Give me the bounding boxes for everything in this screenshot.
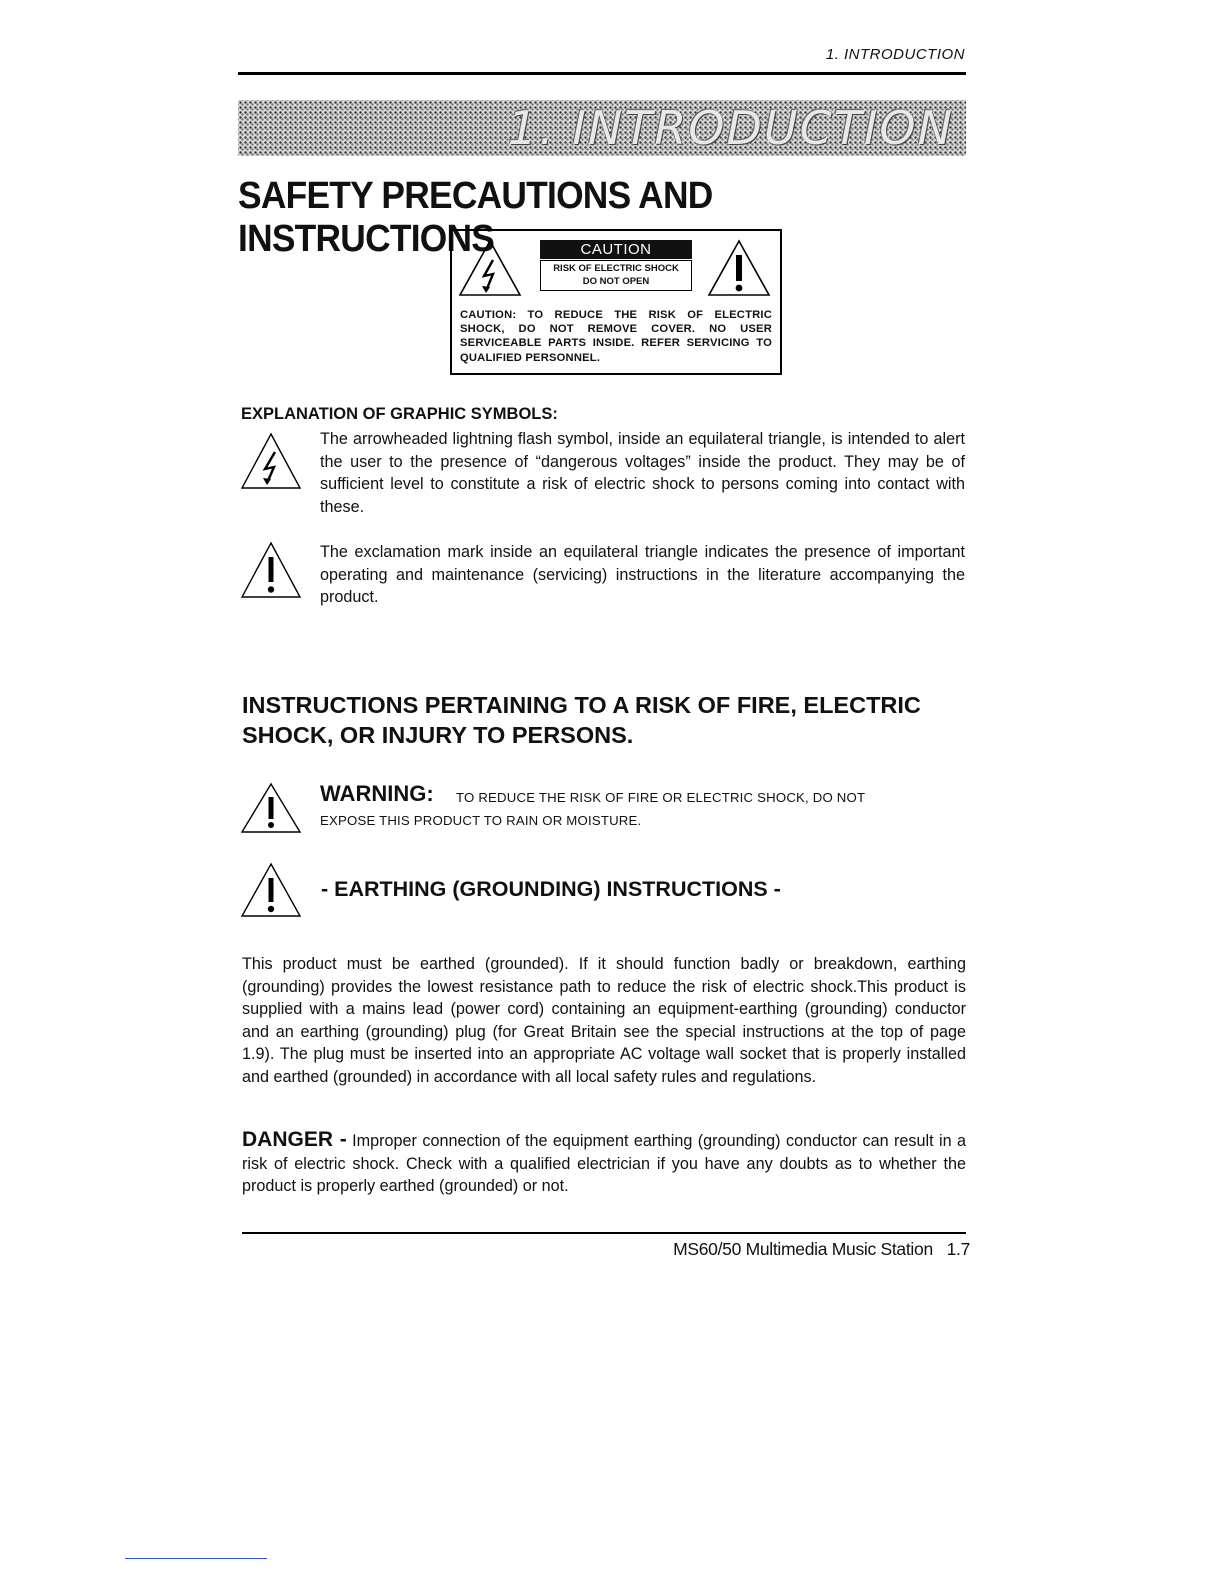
exclamation-triangle-icon [706, 238, 772, 298]
footnote-divider [125, 1558, 267, 1559]
exclamation-triangle-icon [240, 782, 302, 834]
danger-label: DANGER - [242, 1128, 347, 1151]
running-header: 1. INTRODUCTION [825, 46, 965, 63]
page-footer: MS60/50 Multimedia Music Station 1.7 [673, 1239, 970, 1259]
warning-label: WARNING: [320, 781, 434, 806]
warning-text-line-1: TO REDUCE THE RISK OF FIRE OR ELECTRIC SHOCK, DO NOT [456, 790, 866, 805]
caution-label [450, 229, 782, 375]
footer-rule [242, 1232, 966, 1234]
lightning-triangle-icon [457, 238, 523, 298]
warning-text-line-2: EXPOSE THIS PRODUCT TO RAIN OR MOISTURE. [320, 813, 642, 828]
lightning-triangle-icon [240, 432, 302, 490]
page-title: SAFETY PRECAUTIONS AND INSTRUCTIONS [238, 175, 713, 260]
danger-text: Improper connection of the equipment earthing (grounding) conductor can result in a risk of electric shock. Check with a qualified electrician if you have any doubts as to whether the product is properly earthed (grounded) or not. [242, 1132, 966, 1196]
earthing-heading: - EARTHING (GROUNDING) INSTRUCTIONS - [321, 877, 781, 901]
exclamation-symbol-explanation: The exclamation mark inside an equilateral triangle indicates the presence of important operating and maintenance (servicing) instructions in the literature accompanying the product. [320, 543, 965, 607]
exclamation-triangle-icon [240, 862, 302, 918]
graphic-symbols-heading: EXPLANATION OF GRAPHIC SYMBOLS: [241, 405, 558, 423]
fire-shock-heading: INSTRUCTIONS PERTAINING TO A RISK OF FIRE, ELECTRIC SHOCK, OR INJURY TO PERSONS. [242, 692, 921, 748]
caution-subtitle [540, 260, 692, 291]
chapter-banner-title: 1. INTRODUCTION [507, 101, 954, 155]
caution-subtitle-line-1: RISK OF ELECTRIC SHOCK [553, 263, 679, 274]
earthing-body: This product must be earthed (grounded). If it should function badly or breakdown, earthing (grounding) provides the lowest resistance path to reduce the risk of electric shock.This product is supplied with a mains lead (power cord) containing an equipment-earthing (grounding) conductor and an earthing (grounding) plug (for Great Britain see the special instructions at the top of page 1.9). The plug must be inserted into an appropriate AC voltage wall socket that is properly installed and earthed (grounded) in accordance with all local safety rules and regulations. [242, 955, 966, 1086]
header-rule [238, 72, 966, 75]
caution-subtitle-line-2: DO NOT OPEN [582, 276, 650, 287]
danger-paragraph [242, 1129, 966, 1198]
caution-body-text: CAUTION: TO REDUCE THE RISK OF ELECTRIC SHOCK, DO NOT REMOVE COVER. NO USER SERVICEABLE PARTS INSIDE. REFER SERVICING TO QUALIFIED PERSONNEL. [460, 309, 772, 364]
chapter-banner [238, 100, 966, 156]
caution-badge: CAUTION [540, 240, 692, 259]
lightning-symbol-explanation: The arrowheaded lightning flash symbol, inside an equilateral triangle, is intended to alert the user to the presence of “dangerous voltages” inside the product. They may be of sufficient level to constitute a risk of electric shock to persons coming into contact with these. [320, 430, 965, 516]
exclamation-triangle-icon [240, 541, 302, 599]
